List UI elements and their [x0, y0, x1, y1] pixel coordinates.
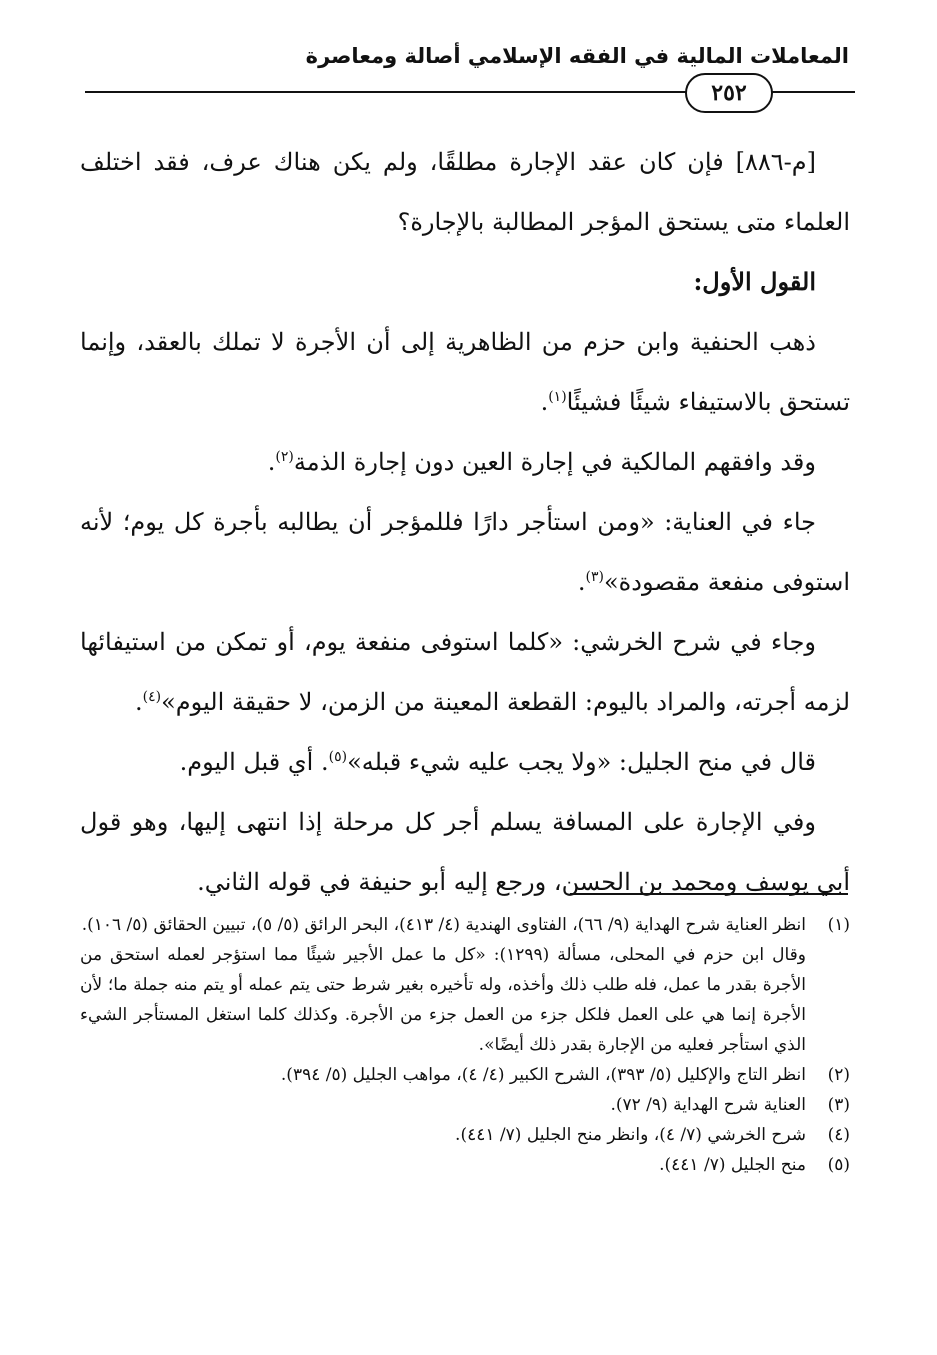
footnote-5-number: (٥)	[827, 1155, 850, 1175]
footnote-ref-2[interactable]: (٢)	[275, 449, 294, 465]
page-number: ٢٥٢	[685, 73, 773, 113]
footnote-3	[80, 1090, 850, 1120]
paragraph-4	[80, 492, 850, 612]
footnote-2	[80, 1060, 850, 1090]
footnote-4-text: شرح الخرشي (٧/ ٤)، وانظر منح الجليل (٧/ ٤٤١).	[455, 1125, 806, 1145]
paragraph-2-text: ذهب الحنفية وابن حزم من الظاهرية إلى أن الأجرة لا تملك بالعقد، وإنما تستحق بالاستيفاء شيئًا فشيئًا	[80, 328, 850, 416]
paragraph-1: [م-٨٨٦] فإن كان عقد الإجارة مطلقًا، ولم يكن هناك عرف، فقد اختلف العلماء متى يستحق المؤجر المطالبة بالإجارة؟	[80, 148, 850, 236]
paragraph-5-end: .	[135, 688, 143, 716]
paragraph-6-end: . أي قبل اليوم.	[179, 748, 329, 776]
footnote-5-text: منح الجليل (٧/ ٤٤١).	[659, 1155, 806, 1175]
footnote-2-number: (٢)	[827, 1065, 850, 1085]
footnote-2-text: انظر التاج والإكليل (٥/ ٣٩٣)، الشرح الكبير (٤/ ٤)، مواهب الجليل (٥/ ٣٩٤).	[280, 1065, 806, 1085]
paragraph-6	[80, 732, 850, 792]
paragraph-3-text: وقد وافقهم المالكية في إجارة العين دون إجارة الذمة	[293, 448, 816, 476]
footnote-3-text: العناية شرح الهداية (٩/ ٧٢).	[610, 1095, 806, 1115]
footnote-4	[80, 1120, 850, 1150]
paragraph-2	[80, 312, 850, 432]
footnote-ref-4[interactable]: (٤)	[142, 689, 162, 705]
footnote-1-continuation: وقال ابن حزم في المحلى، مسألة (١٢٩٩): «كل ما عمل الأجير شيئًا مما استؤجر لعمله استحق من الأجرة بقدر ما عمل، فله طلب ذلك وأخذه، وله تأخيره بغير شرط حتى يتم عمله أو يتم منه جملة ما؛ لأن الأجرة إنما هي على العمل فلكل جزء من العمل جزء من الأجرة. وكذلك كلما استغل المستأجر الشيء الذي استأجر فعليه من الإجارة بقدر ذلك أيضًا».	[80, 945, 806, 1055]
footnote-4-number: (٤)	[827, 1125, 850, 1145]
footnote-3-number: (٣)	[827, 1095, 850, 1115]
footnote-ref-3[interactable]: (٣)	[585, 569, 604, 585]
paragraph-4-end: .	[577, 568, 586, 596]
paragraph-3-end: .	[267, 448, 276, 476]
paragraph-5-text: وجاء في شرح الخرشي: «كلما استوفى منفعة يوم، أو تمكن من استيفائها لزمه أجرته، والمراد باليوم: القطعة المعينة من الزمن، لا حقيقة اليوم»	[80, 628, 850, 716]
book-title: المعاملات المالية في الفقه الإسلامي أصالة ومعاصرة	[305, 44, 849, 68]
footnote-1-body	[80, 910, 806, 1060]
section-heading: القول الأول:	[693, 267, 816, 296]
paragraph-2-end: .	[540, 388, 549, 416]
footnote-ref-5[interactable]: (٥)	[328, 749, 348, 765]
footnote-1-text: انظر العناية شرح الهداية (٩/ ٦٦)، الفتاوى الهندية (٤/ ٤١٣)، البحر الرائق (٥/ ٥)، تبيين الحقائق (٥/ ١٠٦).	[81, 915, 806, 935]
paragraph-3	[80, 432, 850, 492]
paragraph-6-text: قال في منح الجليل: «ولا يجب عليه شيء قبله»	[347, 748, 816, 776]
footnote-5	[80, 1150, 850, 1180]
footnote-separator	[570, 893, 848, 895]
paragraph-5	[80, 612, 850, 732]
paragraph-7: وفي الإجارة على المسافة يسلم أجر كل مرحلة إذا انتهى إليها، وهو قول أبي يوسف ومحمد بن الحسن، ورجع إليه أبو حنيفة في قوله الثاني.	[80, 808, 850, 896]
paragraph-4-text: جاء في العناية: «ومن استأجر دارًا فللمؤجر أن يطالبه بأجرة كل يوم؛ لأنه استوفى منفعة مقصودة»	[80, 508, 850, 596]
footnote-ref-1[interactable]: (١)	[548, 389, 567, 405]
footnote-1-number: (١)	[827, 915, 850, 935]
footnote-1	[80, 910, 850, 1060]
main-text	[80, 132, 850, 912]
footnotes	[80, 910, 850, 1180]
running-header	[85, 40, 855, 106]
